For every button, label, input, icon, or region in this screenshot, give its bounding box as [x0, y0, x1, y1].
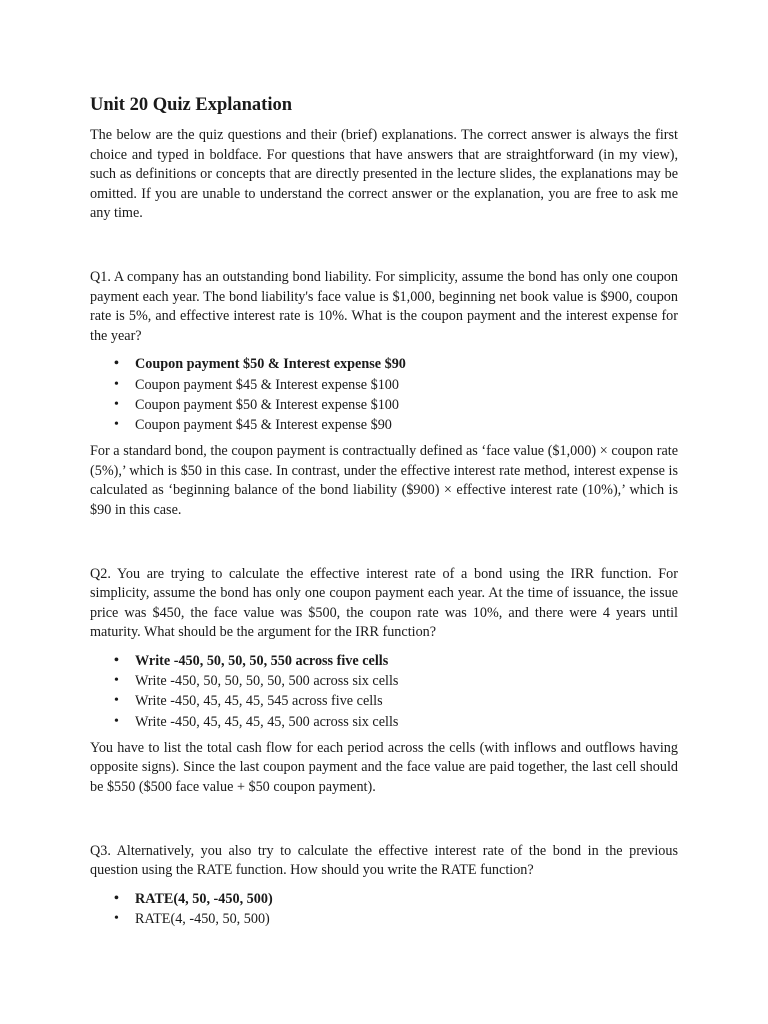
- bullet-icon: •: [114, 416, 119, 432]
- intro-paragraph: The below are the quiz questions and their (brief) explanations. The correct answer is always the first choice and typed in boldface. For questions that have answers that are straightforward (in my view), such as definitions or concepts that are directly presented in the lecture slides, the explanations may be omitted. If you are unable to understand the correct answer or the explanation, you are free to ask me any time.: [90, 127, 678, 222]
- question-2-text: Q2. You are trying to calculate the effective interest rate of a bond using the IRR function. For simplicity, assume the bond has only one coupon payment each year. At the time of issuance, the issue price was $450, the face value was $500, the coupon rate was 10%, and there were 4 years until maturity. What should be the argument for the IRR function?: [90, 565, 678, 641]
- choice-label: Write -450, 45, 45, 45, 45, 500 across six cells: [135, 713, 399, 730]
- choice-label: RATE(4, -450, 50, 500): [135, 910, 270, 927]
- question-2-choice: [90, 712, 678, 732]
- document-title: Unit 20 Quiz Explanation: [90, 95, 293, 115]
- question-2-explanation: You have to list the total cash flow for each period across the cells (with inflows and outflows having opposite signs). Since the last coupon payment and the face value are paid together, the last cell should be $550 ($500 face value + $50 coupon payment).: [90, 739, 678, 795]
- question-1-choice: [90, 415, 678, 435]
- bullet-icon: •: [114, 713, 119, 729]
- question-1-text: Q1. A company has an outstanding bond liability. For simplicity, assume the bond has only one coupon payment each year. The bond liability's face value is $1,000, beginning net book value is $900, coupon rate is 5%, and effective interest rate is 10%. What is the coupon payment and the interest expense for the year?: [90, 268, 678, 344]
- question-1-explanation: For a standard bond, the coupon payment is contractually defined as ‘face value ($1,000) × coupon rate (5%),’ which is $50 in this case. In contrast, under the effective interest rate method, interest expense is calculated as ‘beginning balance of the bond liability ($900) × effective interest rate (10%),’ which is $90 in this case.: [90, 443, 678, 518]
- question-1-choices: [90, 354, 678, 435]
- question-3-choices: [90, 889, 678, 929]
- bullet-icon: •: [114, 396, 119, 412]
- bullet-icon: •: [114, 356, 119, 372]
- bullet-icon: •: [114, 693, 119, 709]
- question-2-choice-correct: [90, 651, 678, 671]
- bullet-icon: •: [114, 376, 119, 392]
- question-2-choice: [90, 691, 678, 711]
- question-3-choice-correct: [90, 889, 678, 909]
- choice-label: Coupon payment $50 & Interest expense $90: [135, 356, 406, 373]
- bullet-icon: •: [114, 910, 119, 926]
- bullet-icon: •: [114, 890, 119, 906]
- document-page: [90, 92, 678, 936]
- choice-label: Coupon payment $45 & Interest expense $100: [135, 376, 399, 393]
- bullet-icon: •: [114, 673, 119, 689]
- choice-label: Coupon payment $50 & Interest expense $100: [135, 396, 399, 413]
- question-1-choice: [90, 375, 678, 395]
- question-3-text: Q3. Alternatively, you also try to calculate the effective interest rate of the bond in the previous question using the RATE function. How should you write the RATE function?: [90, 842, 678, 879]
- choice-label: Write -450, 50, 50, 50, 50, 500 across six cells: [135, 673, 399, 690]
- question-1-choice-correct: [90, 354, 678, 374]
- choice-label: Write -450, 45, 45, 45, 545 across five cells: [135, 693, 383, 710]
- question-2-choices: [90, 651, 678, 732]
- choice-label: RATE(4, 50, -450, 500): [135, 890, 273, 907]
- choice-label: Coupon payment $45 & Interest expense $90: [135, 416, 392, 433]
- question-3-choice: [90, 909, 678, 929]
- question-1-choice: [90, 395, 678, 415]
- bullet-icon: •: [114, 652, 119, 668]
- choice-label: Write -450, 50, 50, 50, 550 across five cells: [135, 652, 389, 669]
- question-2-choice: [90, 671, 678, 691]
